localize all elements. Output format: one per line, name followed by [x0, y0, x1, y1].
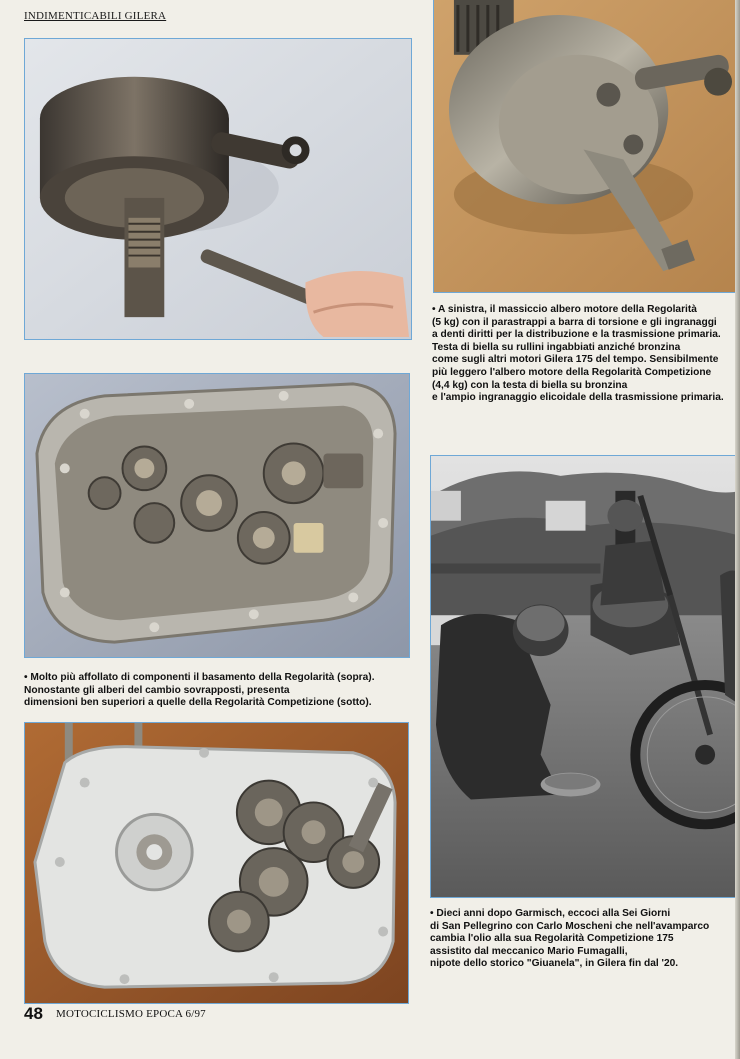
caption-crankcases: • Molto più affollato di componenti il basamento della Regolarità (sopra). Nonostante gli alberi del cambio sovrapposti, presenta dimensioni ben superiori a quelle della Regolarità Competizione (sotto).	[24, 672, 375, 709]
photo-crankcase-competizione	[24, 722, 409, 1004]
photo-sei-giorni-san-pellegrino	[430, 455, 740, 898]
photo-crankshaft-competizione	[433, 0, 740, 293]
magazine-issue: MOTOCICLISMO EPOCA 6/97	[56, 1008, 206, 1020]
caption-sei-giorni: • Dieci anni dopo Garmisch, eccoci alla Sei Giorni di San Pellegrino con Carlo Moscheni che nell'avamparco cambia l'olio alla sua Regolarità Competizione 175 assistito dal meccanico Mario Fumagalli, nipote dello storico "Giuanela", in Gilera fin dal '20.	[430, 908, 710, 970]
section-title: INDIMENTICABILI GILERA	[24, 10, 167, 22]
photo-crankshaft-regolarita	[24, 38, 412, 340]
page-edge	[735, 0, 740, 1059]
photo-crankcase-regolarita	[24, 373, 410, 658]
caption-crankshafts: • A sinistra, il massiccio albero motore della Regolarità (5 kg) con il parastrappi a barra di torsione e gli ingranaggi a denti diritti per la distribuzione e la trasmissione primaria. Testa di biella su rullini ingabbiati anziché bronzina come sugli altri motori Gilera 175 del tempo. Sensibilmente più leggero l'albero motore della Regolarità Competizione (4,4 kg) con la testa di biella su bronzina e l'ampio ingranaggio elicoidale della trasmissione primaria.	[432, 304, 724, 404]
page-number: 48	[24, 1004, 43, 1023]
